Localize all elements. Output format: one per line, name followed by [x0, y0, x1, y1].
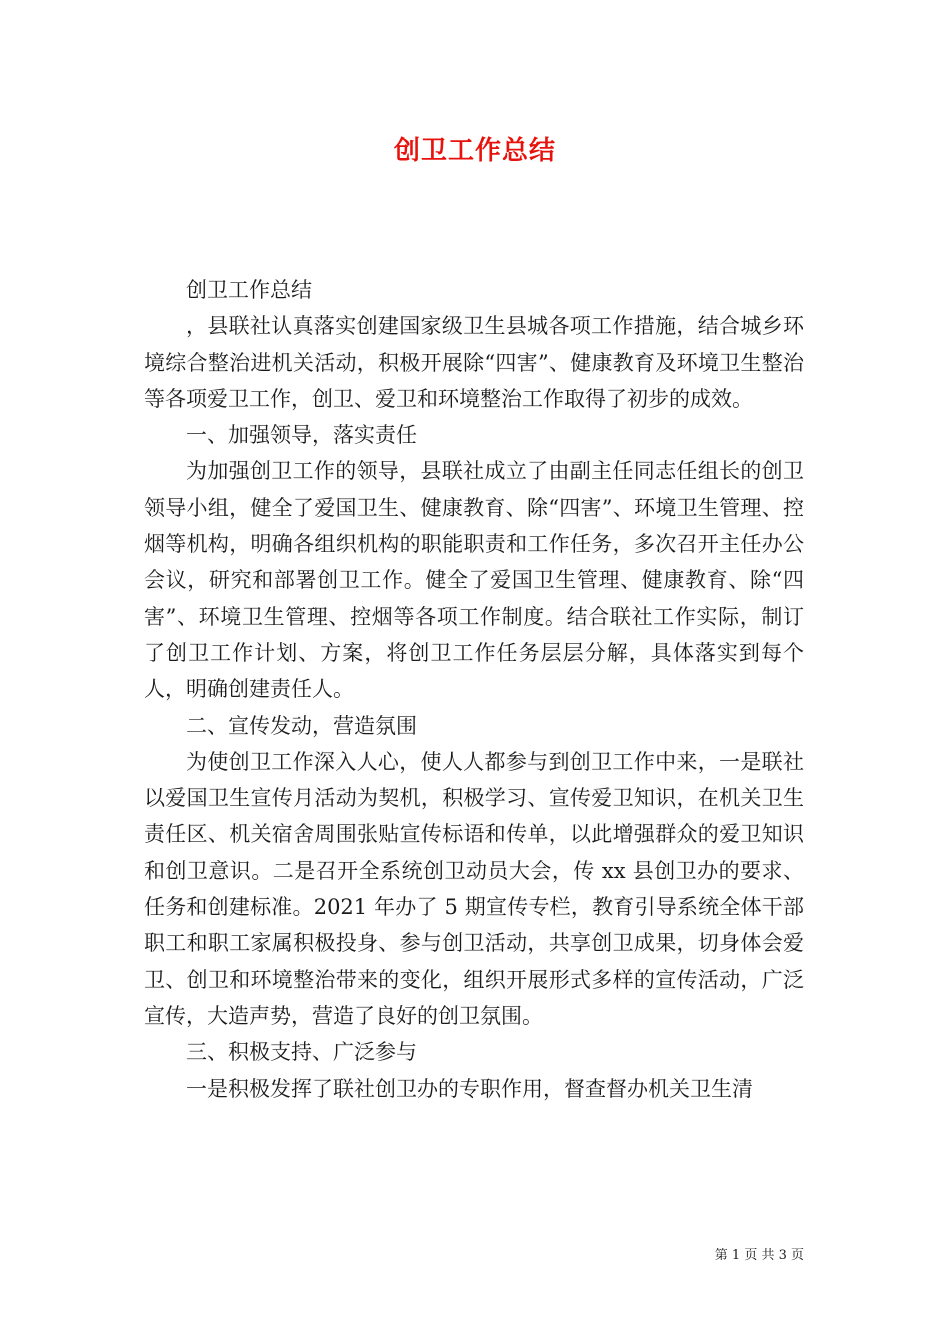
- section-heading-3: 三、积极支持、广泛参与: [186, 1040, 417, 1065]
- section-heading-2: 二、宣传发动，营造氛围: [186, 713, 417, 738]
- page-number: 第 1 页 共 3 页: [714, 1248, 804, 1263]
- paragraph-section-3: 一是积极发挥了联社创卫办的专职作用，督查督办机关卫生清: [186, 1076, 753, 1101]
- document-body: [144, 272, 804, 1107]
- section-heading-1: 一、加强领导，落实责任: [186, 423, 417, 448]
- page-title: 创卫工作总结: [393, 136, 556, 166]
- paragraph-section-1: 为加强创卫工作的领导，县联社成立了由副主任同志任组长的创卫领导小组，健全了爱国卫生、健康教育、除“四害”、环境卫生管理、控烟等机构，明确各组织机构的职能职责和工作任务，多次召开主任办公会议，研究和部署创卫工作。健全了爱国卫生管理、健康教育、除“四害”、环境卫生管理、控烟等各项工作制度。结合联社工作实际，制订了创卫工作计划、方案，将创卫工作任务层层分解，具体落实到每个人，明确创建责任人。: [144, 459, 804, 702]
- paragraph-intro: ，县联社认真落实创建国家级卫生县城各项工作措施，结合城乡环境综合整治进机关活动，积极开展除“四害”、健康教育及环境卫生整治等各项爱卫工作，创卫、爱卫和环境整治工作取得了初步的成效。: [144, 314, 804, 411]
- paragraph-section-2: 为使创卫工作深入人心，使人人都参与到创卫工作中来，一是联社以爱国卫生宣传月活动为契机，积极学习、宣传爱卫知识，在机关卫生责任区、机关宿舍周围张贴宣传标语和传单，以此增强群众的爱卫知识和创卫意识。二是召开全系统创卫动员大会，传 xx 县创卫办的要求、任务和创建标准。2021 年办了 5 期宣传专栏，教育引导系统全体干部职工和职工家属积极投身、参与创卫活动，共享创卫成果，切身体会爱卫、创卫和环境整治带来的变化，组织开展形式多样的宣传活动，广泛宣传，大造声势，营造了良好的创卫氛围。: [144, 749, 804, 1028]
- paragraph-heading: 创卫工作总结: [186, 278, 312, 302]
